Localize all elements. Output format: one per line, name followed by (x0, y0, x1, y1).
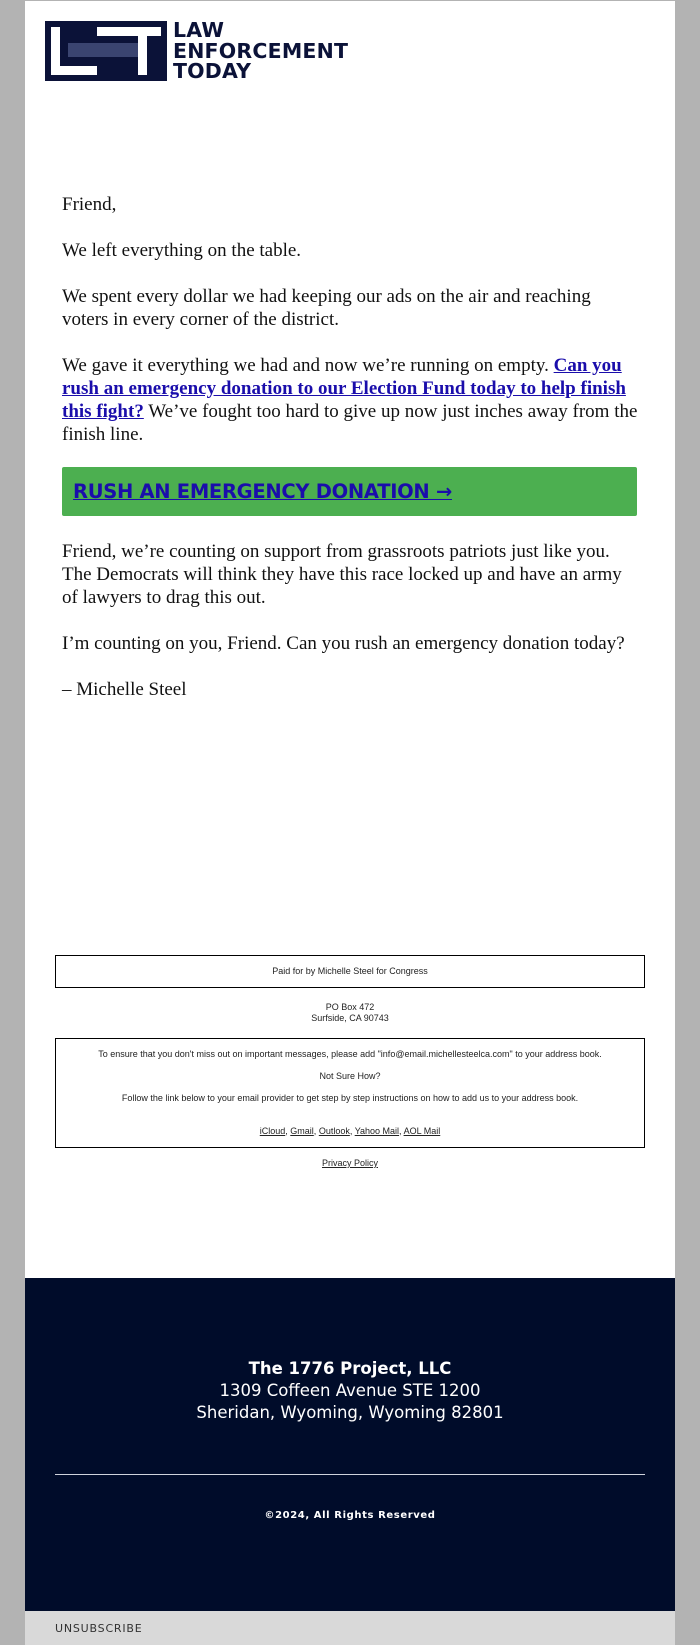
emergency-donation-button[interactable]: RUSH AN EMERGENCY DONATION → (62, 467, 637, 516)
paragraph-3 (62, 354, 638, 446)
address-line-2: Surfside, CA 90743 (311, 1013, 389, 1023)
privacy-row (55, 1158, 645, 1168)
unsubscribe-link[interactable]: UNSUBSCRIBE (55, 1622, 143, 1635)
paragraph-3-start: We gave it everything we had and now we’re running on empty. (62, 355, 554, 376)
footer-divider (55, 1474, 645, 1475)
org-name: The 1776 Project, LLC (248, 1359, 452, 1378)
paragraph-5: I’m counting on you, Friend. Can you rush an emergency donation today? (62, 633, 625, 654)
let-logo-icon (45, 21, 167, 81)
donation-link[interactable]: Can you rush an emergency donation to our Election Fund today to help finish this fight? (62, 355, 626, 422)
law-enforcement-today-logo[interactable] (45, 18, 365, 83)
address-book-notice (55, 1038, 645, 1148)
not-sure-text: Not Sure How? (319, 1071, 381, 1081)
paragraph-1: We left everything on the table. (62, 240, 302, 261)
icloud-link[interactable]: iCloud (259, 1126, 286, 1136)
org-street: 1309 Coffeen Avenue STE 1200 (219, 1381, 481, 1400)
outlook-link[interactable]: Outlook (318, 1126, 350, 1136)
logo-line-today: TODAY (173, 59, 252, 83)
paid-for-disclaimer: Paid for by Michelle Steel for Congress (55, 955, 645, 988)
follow-text: Follow the link below to your email provider to get step by step instructions on how to add us to your address book. (121, 1093, 579, 1103)
mailing-address (55, 1002, 645, 1024)
paragraph-2: We spent every dollar we had keeping our ads on the air and reaching voters in every corner of the district. (62, 286, 591, 330)
paragraph-4: Friend, we’re counting on support from grassroots patriots just like you. The Democrats will think they have this race locked up and have an army of lawyers to drag this out. (62, 541, 622, 608)
email-page (25, 0, 675, 1644)
privacy-policy-link[interactable]: Privacy Policy (321, 1158, 378, 1168)
logo-line-enforcement: ENFORCEMENT (173, 38, 349, 63)
whitelist-text: To ensure that you don't miss out on important messages, please add "info@email.michellesteelca.com" to your address book. (98, 1049, 602, 1059)
address-line-1: PO Box 472 (325, 1002, 375, 1012)
gmail-link[interactable]: Gmail (290, 1126, 314, 1136)
provider-links: iCloud, Gmail, Outlook, Yahoo Mail, AOL Mail (259, 1126, 441, 1136)
paragraph-3-end: We’ve fought too hard to give up now just inches away from the finish line. (62, 401, 638, 445)
organization-footer (25, 1278, 675, 1611)
org-city: Sheridan, Wyoming, Wyoming 82801 (196, 1403, 504, 1422)
logo-wordmark (173, 20, 348, 82)
logo-line-law: LAW (173, 18, 225, 42)
aol-mail-link[interactable]: AOL Mail (403, 1126, 441, 1136)
copyright: ©2024, All Rights Reserved (264, 1510, 436, 1521)
email-body (62, 193, 638, 724)
signature: – Michelle Steel (62, 679, 187, 700)
unsubscribe-bar (25, 1611, 675, 1645)
greeting: Friend, (62, 194, 117, 215)
yahoo-mail-link[interactable]: Yahoo Mail (354, 1126, 400, 1136)
